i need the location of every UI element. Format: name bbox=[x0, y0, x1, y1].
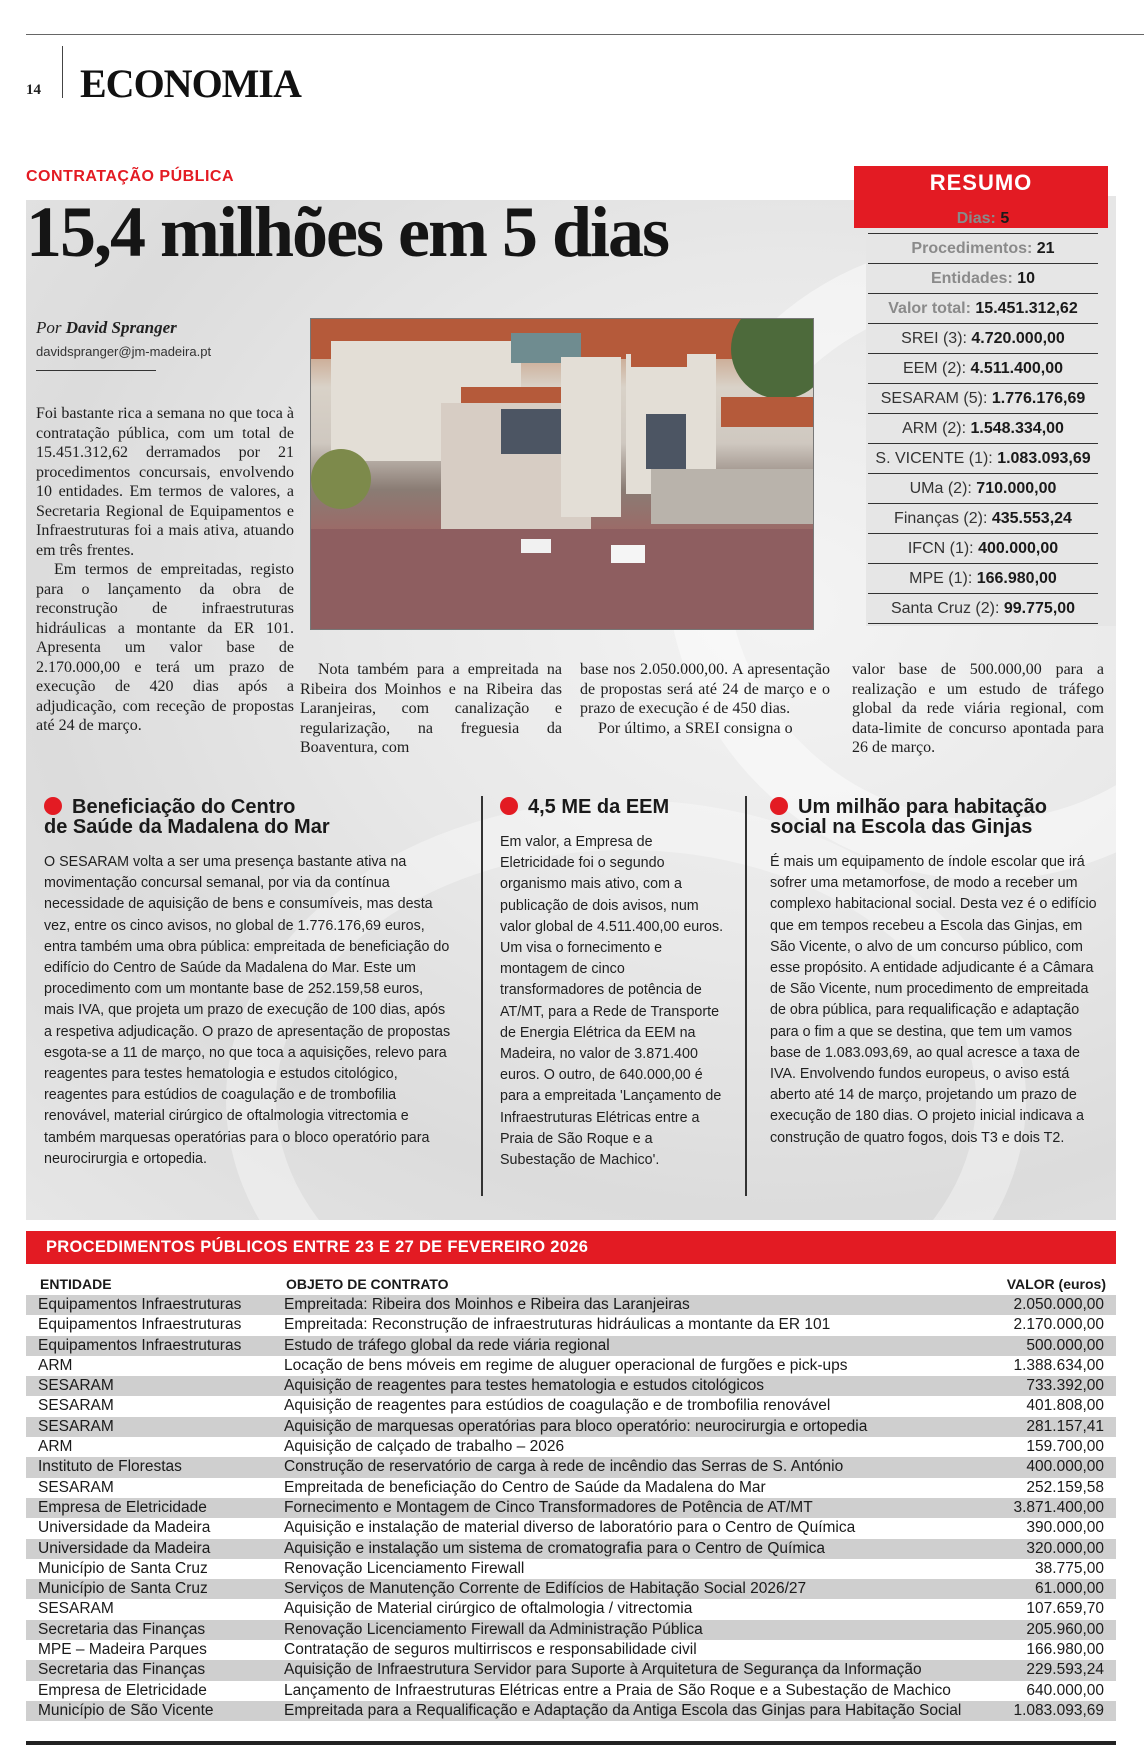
cell-value: 733.392,00 bbox=[1026, 1377, 1104, 1395]
cell-entity: SESARAM bbox=[38, 1377, 114, 1395]
resumo-row bbox=[868, 264, 1098, 294]
resumo-label: Santa Cruz (2): bbox=[890, 600, 1004, 617]
top-rule bbox=[26, 34, 1144, 35]
resumo-label: IFCN (1): bbox=[907, 540, 979, 557]
cell-object: Locação de bens móveis em regime de aluguer operacional de furgões e pick-ups bbox=[284, 1356, 848, 1374]
article-column-2 bbox=[300, 660, 562, 758]
cell-entity: Universidade da Madeira bbox=[38, 1539, 211, 1557]
box-heading-madalena: Beneficiação do Centro de Saúde da Madalena do Mar bbox=[44, 796, 330, 838]
cell-object: Aquisição de reagentes para testes hematologia e estudos citológicos bbox=[284, 1377, 764, 1395]
cell-entity: Equipamentos Infraestruturas bbox=[38, 1316, 242, 1334]
cell-value: 2.170.000,00 bbox=[1013, 1316, 1104, 1334]
byline-prefix: Por bbox=[36, 318, 66, 337]
resumo-label: Procedimentos: bbox=[911, 240, 1037, 257]
cell-entity: SESARAM bbox=[38, 1397, 114, 1415]
resumo-row bbox=[868, 384, 1098, 414]
article-column-4 bbox=[852, 660, 1104, 758]
cell-value: 1.388.634,00 bbox=[1013, 1356, 1104, 1374]
cell-entity: Universidade da Madeira bbox=[38, 1519, 211, 1537]
paragraph: Em termos de empreitadas, registo para o lançamento da obra de reconstrução de infraestruturas hidráulicas a montante da ER 101. Apresenta um valor base de 2.170.000,00 e terá um prazo de execução de 420 dias após a adjudicação, com receção de propostas até 24 de março. bbox=[36, 561, 294, 734]
cell-object: Aquisição de marquesas operatórias para bloco operatório: neurocirurgia e ortopedia bbox=[284, 1417, 868, 1435]
byline-divider bbox=[36, 370, 156, 371]
box-heading-ginjas: Um milhão para habitação social na Escola das Ginjas bbox=[770, 796, 1047, 838]
article-column-3 bbox=[580, 660, 830, 738]
resumo-label: SREI (3): bbox=[901, 330, 972, 347]
resumo-row bbox=[868, 534, 1098, 564]
table-title: PROCEDIMENTOS PÚBLICOS ENTRE 23 E 27 DE FEVEREIRO 2026 bbox=[46, 1238, 589, 1256]
cell-entity: Empresa de Eletricidade bbox=[38, 1681, 207, 1699]
resumo-label: ARM (2): bbox=[902, 420, 971, 437]
procedures-table bbox=[26, 1295, 1116, 1721]
paragraph: Foi bastante rica a semana no que toca à contratação pública, com um total de 15.451.312,62 derramados por 21 procedimentos concursais, envolvendo 10 entidades. Em termos de valores, a Secretaria Regional de Equipamentos e Infraestruturas foi a mais ativa, atuando em três frentes. bbox=[36, 405, 294, 559]
article-kicker: CONTRATAÇÃO PÚBLICA bbox=[26, 168, 234, 185]
cell-object: Empreitada: Ribeira dos Moinhos e Ribeira das Laranjeiras bbox=[284, 1296, 690, 1313]
byline-author: David Spranger bbox=[65, 318, 177, 337]
cell-entity: SESARAM bbox=[38, 1417, 114, 1435]
cell-entity: SESARAM bbox=[38, 1600, 114, 1618]
resumo-row bbox=[868, 564, 1098, 594]
table-row bbox=[26, 1336, 1116, 1356]
table-row bbox=[26, 1620, 1116, 1640]
resumo-value: 4.511.400,00 bbox=[970, 360, 1064, 377]
red-bullet-icon bbox=[500, 797, 518, 815]
box-body-ginjas: É mais um equipamento de índole escolar que irá sofrer uma metamorfose, de modo a receber um complexo habitacional social. Desta vez é o edifício que em tempos recebeu a Escola das Ginjas, em São Vicente, o alvo de um concurso público, com esse propósito. A entidade adjudicante é a Câmara de São Vicente, num procedimento de empreitada de obra pública, para requalificação e adaptação para o fim a que se destina, que tem um vamos base de 1.083.093,69, ao qual acresce a taxa de IVA. Envolvendo fundos europeus, o aviso está aberto até 14 de março, projetando um prazo de execução de 180 dias. O projeto inicial indicava a construção de quatro fogos, dois T3 e dois T2. bbox=[770, 854, 1097, 1146]
resumo-row bbox=[868, 594, 1098, 624]
bottom-rule bbox=[26, 1741, 1116, 1745]
author-email[interactable]: davidspranger@jm-madeira.pt bbox=[36, 344, 212, 359]
table-row bbox=[26, 1599, 1116, 1619]
cell-object: Aquisição de calçado de trabalho – 2026 bbox=[284, 1438, 565, 1456]
cell-object: Renovação Licenciamento Firewall da Administração Pública bbox=[284, 1620, 703, 1638]
paragraph: base nos 2.050.000,00. A apresentação de propostas será até 24 de março e o prazo de execução é de 450 dias. bbox=[580, 661, 830, 717]
resumo-value: 99.775,00 bbox=[1003, 600, 1076, 617]
cell-entity: Equipamentos Infraestruturas bbox=[38, 1296, 242, 1313]
table-row bbox=[26, 1376, 1116, 1396]
cell-object: Lançamento de Infraestruturas Elétricas entre a Praia de São Roque e a Subestação de Machico bbox=[284, 1681, 951, 1699]
cell-entity: Município de Santa Cruz bbox=[38, 1580, 208, 1598]
cell-object: Construção de reservatório de carga à rede de incêndio das Serras de S. António bbox=[284, 1458, 844, 1476]
resumo-value: 710.000,00 bbox=[976, 480, 1057, 497]
resumo-row bbox=[868, 234, 1098, 264]
cell-value: 229.593,24 bbox=[1026, 1661, 1104, 1679]
resumo-value: 435.553,24 bbox=[991, 510, 1072, 527]
cell-entity: Empresa de Eletricidade bbox=[38, 1498, 207, 1516]
resumo-value: 1.083.093,69 bbox=[997, 450, 1091, 467]
resumo-row bbox=[868, 204, 1098, 234]
article-headline: 15,4 milhões em 5 dias bbox=[26, 192, 669, 272]
cell-value: 159.700,00 bbox=[1026, 1438, 1104, 1456]
paragraph: Por último, a SREI consigna o bbox=[598, 719, 793, 737]
cell-object: Aquisição de Material cirúrgico de oftalmologia / vitrectomia bbox=[284, 1600, 693, 1618]
column-header-object: OBJETO DE CONTRATO bbox=[286, 1276, 449, 1292]
box-body-eem: Em valor, a Empresa de Eletricidade foi o segundo organismo mais ativo, com a publicação de dois avisos, num valor global de 4.511.400,00 euros. Um visa o fornecimento e montagem de cinco transformadores de potência de AT/MT, para a Rede de Transporte de Energia Elétrica da EEM na Madeira, no valor de 3.871.400 euros. O outro, de 640.000,00 é para a empreitada 'Lançamento de Infraestruturas Elétricas entre a Praia de São Roque e a Subestação de Machico'. bbox=[500, 834, 724, 1169]
resumo-row bbox=[868, 504, 1098, 534]
table-row bbox=[26, 1498, 1116, 1518]
byline bbox=[36, 318, 177, 338]
cell-object: Estudo de tráfego global da rede viária regional bbox=[284, 1336, 610, 1354]
cell-value: 390.000,00 bbox=[1026, 1519, 1104, 1537]
resumo-title: RESUMO bbox=[929, 170, 1033, 195]
table-row bbox=[26, 1701, 1116, 1721]
cell-object: Serviços de Manutenção Corrente de Edifícios de Habitação Social 2026/27 bbox=[284, 1580, 807, 1598]
table-row bbox=[26, 1518, 1116, 1538]
red-bullet-icon bbox=[770, 797, 788, 815]
resumo-row bbox=[868, 324, 1098, 354]
cell-object: Empreitada de beneficiação do Centro de Saúde da Madalena do Mar bbox=[284, 1478, 766, 1496]
article-photo bbox=[310, 318, 814, 630]
resumo-value: 21 bbox=[1036, 240, 1055, 257]
table-row bbox=[26, 1356, 1116, 1376]
cell-object: Empreitada para a Requalificação e Adaptação da Antiga Escola das Ginjas para Habitação Social bbox=[284, 1701, 962, 1719]
column-header-entity: ENTIDADE bbox=[40, 1276, 112, 1292]
table-row bbox=[26, 1559, 1116, 1579]
table-row bbox=[26, 1660, 1116, 1680]
cell-entity: MPE – Madeira Parques bbox=[38, 1641, 207, 1659]
column-header-value: VALOR (euros) bbox=[1006, 1276, 1106, 1292]
table-row bbox=[26, 1295, 1116, 1315]
cell-value: 61.000,00 bbox=[1035, 1580, 1104, 1598]
resumo-label: EEM (2): bbox=[902, 360, 971, 377]
table-row bbox=[26, 1417, 1116, 1437]
cell-value: 166.980,00 bbox=[1026, 1641, 1104, 1659]
resumo-value: 15.451.312,62 bbox=[975, 300, 1078, 317]
cell-entity: SESARAM bbox=[38, 1478, 114, 1496]
column-divider bbox=[745, 796, 747, 1196]
cell-value: 640.000,00 bbox=[1026, 1681, 1104, 1699]
article-column-1 bbox=[36, 404, 294, 736]
cell-object: Aquisição e instalação de material diverso de laboratório para o Centro de Química bbox=[284, 1519, 856, 1537]
cell-value: 107.659,70 bbox=[1026, 1600, 1104, 1618]
cell-object: Empreitada: Reconstrução de infraestruturas hidráulicas a montante da ER 101 bbox=[284, 1316, 831, 1334]
paragraph: valor base de 500.000,00 para a realização e um estudo de tráfego global da rede viária regional, com data-limite de concurso apontada para 26 de março. bbox=[852, 661, 1104, 756]
resumo-label: Dias: bbox=[956, 210, 1001, 227]
cell-value: 3.871.400,00 bbox=[1013, 1498, 1104, 1516]
cell-entity: Equipamentos Infraestruturas bbox=[38, 1336, 242, 1354]
cell-entity: ARM bbox=[38, 1356, 73, 1374]
cell-object: Renovação Licenciamento Firewall bbox=[284, 1559, 525, 1577]
resumo-row bbox=[868, 294, 1098, 324]
resumo-value: 4.720.000,00 bbox=[971, 330, 1065, 347]
cell-object: Fornecimento e Montagem de Cinco Transformadores de Potência de AT/MT bbox=[284, 1498, 813, 1516]
cell-object: Contratação de seguros multirriscos e responsabilidade civil bbox=[284, 1641, 697, 1659]
cell-object: Aquisição de Infraestrutura Servidor para Suporte à Arquitetura de Segurança da Informação bbox=[284, 1661, 922, 1679]
cell-entity: Instituto de Florestas bbox=[38, 1458, 182, 1476]
cell-value: 401.808,00 bbox=[1026, 1397, 1104, 1415]
resumo-value: 400.000,00 bbox=[978, 540, 1059, 557]
cell-value: 1.083.093,69 bbox=[1013, 1701, 1104, 1719]
resumo-list bbox=[868, 204, 1098, 624]
resumo-value: 1.776.176,69 bbox=[991, 390, 1086, 407]
paragraph: Nota também para a empreitada na Ribeira dos Moinhos e na Ribeira das Laranjeiras, com canalização e regularização, na freguesia da Boaventura, com bbox=[300, 661, 562, 756]
resumo-row bbox=[868, 444, 1098, 474]
resumo-row bbox=[868, 474, 1098, 504]
red-bullet-icon bbox=[44, 797, 62, 815]
cell-value: 281.157,41 bbox=[1026, 1417, 1104, 1435]
cell-entity: Município de São Vicente bbox=[38, 1701, 214, 1719]
table-row bbox=[26, 1579, 1116, 1599]
resumo-label: Entidades: bbox=[930, 270, 1018, 287]
cell-value: 38.775,00 bbox=[1035, 1559, 1104, 1577]
cell-object: Aquisição e instalação um sistema de cromatografia para o Centro de Química bbox=[284, 1539, 826, 1557]
resumo-label: Finanças (2): bbox=[894, 510, 992, 527]
box-body-madalena: O SESARAM volta a ser uma presença bastante ativa na movimentação concursal semanal, por via da contínua necessidade de aquisição de bens e consumíveis, mas desta vez, entre os cinco avisos, no global de 1.776.176,69 euros, entra também uma obra pública: empreitada de beneficiação do edifício do Centro de Saúde da Madalena do Mar. Este um procedimento com um montante base de 252.159,58 euros, mais IVA, que projeta um prazo de execução de 100 dias, após a respetiva adjudicação. O prazo de apresentação de propostas esgota-se a 11 de março, no que toca a aquisições, relevo para reagentes para testes hematologia e estudos citológico, reagentes para estúdios de coagulação e de trombofilia renovável, material cirúrgico de oftalmologia vitrectomia e também marquesas operatórias para o bloco operatório para neurocirurgia e ortopedia. bbox=[44, 854, 451, 1167]
table-row bbox=[26, 1396, 1116, 1416]
resumo-row bbox=[868, 354, 1098, 384]
table-row bbox=[26, 1478, 1116, 1498]
resumo-label: UMa (2): bbox=[909, 480, 977, 497]
column-divider bbox=[481, 796, 483, 1196]
cell-value: 2.050.000,00 bbox=[1013, 1296, 1104, 1313]
cell-value: 320.000,00 bbox=[1026, 1539, 1104, 1557]
resumo-value: 10 bbox=[1017, 270, 1036, 287]
cell-entity: Secretaria das Finanças bbox=[38, 1661, 206, 1679]
cell-value: 205.960,00 bbox=[1026, 1620, 1104, 1638]
cell-object: Aquisição de reagentes para estúdios de coagulação e de trombofilia renovável bbox=[284, 1397, 831, 1415]
table-row bbox=[26, 1315, 1116, 1335]
page-number: 14 bbox=[26, 82, 41, 98]
cell-entity: Município de Santa Cruz bbox=[38, 1559, 208, 1577]
resumo-label: MPE (1): bbox=[909, 570, 977, 587]
resumo-label: Valor total: bbox=[888, 300, 976, 317]
table-row bbox=[26, 1640, 1116, 1660]
resumo-label: SESARAM (5): bbox=[880, 390, 992, 407]
cell-entity: ARM bbox=[38, 1438, 73, 1456]
resumo-value: 5 bbox=[1000, 210, 1010, 227]
cell-entity: Secretaria das Finanças bbox=[38, 1620, 206, 1638]
box-heading-eem: 4,5 ME da EEM bbox=[500, 797, 669, 817]
resumo-value: 166.980,00 bbox=[976, 570, 1057, 587]
table-row bbox=[26, 1539, 1116, 1559]
resumo-label: S. VICENTE (1): bbox=[875, 450, 998, 467]
section-title: ECONOMIA bbox=[80, 61, 301, 106]
cell-value: 400.000,00 bbox=[1026, 1458, 1104, 1476]
cell-value: 500.000,00 bbox=[1026, 1336, 1104, 1354]
table-row bbox=[26, 1681, 1116, 1701]
table-row bbox=[26, 1457, 1116, 1477]
table-row bbox=[26, 1437, 1116, 1457]
resumo-value: 1.548.334,00 bbox=[970, 420, 1064, 437]
resumo-row bbox=[868, 414, 1098, 444]
section-divider bbox=[62, 46, 63, 98]
cell-value: 252.159,58 bbox=[1026, 1478, 1104, 1496]
